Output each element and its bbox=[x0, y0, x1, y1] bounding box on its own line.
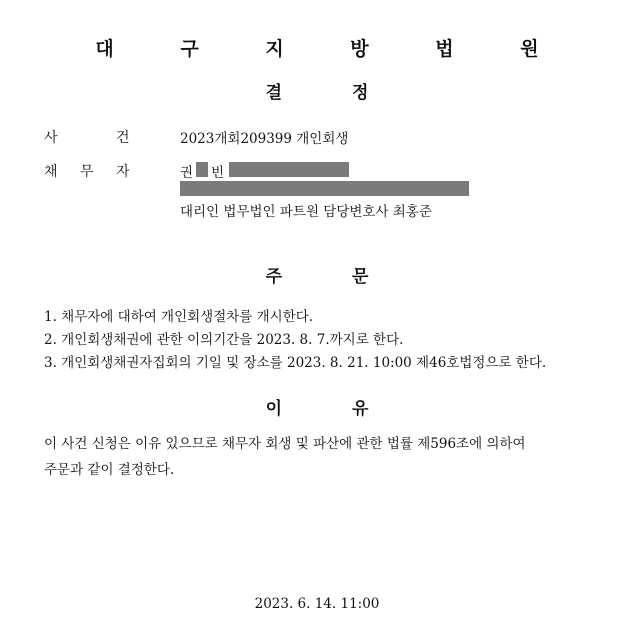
debtor-label-3: 자 bbox=[116, 164, 130, 180]
order-heading-left: 주 bbox=[265, 267, 282, 287]
order-item-1: 1. 채무자에 대하여 개인회생절차를 개시한다. bbox=[44, 309, 314, 325]
debtor-label-2: 무 bbox=[80, 164, 94, 180]
decision-date: 2023. 6. 14. 11:00 bbox=[254, 596, 380, 612]
debtor-name-last: 빈 bbox=[211, 165, 225, 181]
title-right-char: 정 bbox=[352, 83, 369, 103]
document-title bbox=[0, 78, 634, 103]
debtor-label-1: 채 bbox=[44, 164, 58, 180]
reason-heading bbox=[0, 394, 634, 419]
court-name: 대 구 지 방 법 원 bbox=[95, 38, 569, 60]
case-label-2: 건 bbox=[116, 130, 130, 146]
case-number: 2023개회209399 개인회생 bbox=[180, 131, 349, 147]
debtor-name-first: 권 bbox=[180, 165, 194, 181]
redaction-address bbox=[180, 181, 469, 196]
order-heading-right: 문 bbox=[352, 267, 369, 287]
order-heading bbox=[0, 262, 634, 287]
reason-heading-right: 유 bbox=[352, 399, 369, 419]
reason-line-2: 주문과 같이 결정한다. bbox=[44, 462, 175, 478]
order-item-3: 3. 개인회생채권자집회의 기일 및 장소를 2023. 8. 21. 10:00 제46호법정으로 한다. bbox=[44, 355, 547, 371]
debtor-agent: 대리인 법무법인 파트원 담당변호사 최홍준 bbox=[180, 204, 432, 220]
reason-line-1: 이 사건 신청은 이유 있으므로 채무자 회생 및 파산에 관한 법률 제596조에 의하여 bbox=[44, 436, 526, 452]
reason-heading-left: 이 bbox=[265, 399, 282, 419]
order-item-2: 2. 개인회생채권에 관한 이의기간을 2023. 8. 7.까지로 한다. bbox=[44, 332, 404, 348]
redaction-id bbox=[229, 162, 349, 177]
title-left-char: 결 bbox=[265, 83, 282, 103]
case-label-1: 사 bbox=[44, 130, 58, 146]
redaction-name bbox=[196, 162, 208, 177]
